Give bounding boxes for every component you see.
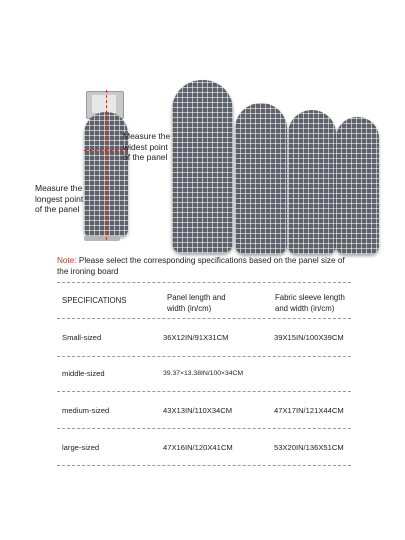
row-panel: 43X13IN/110X34CM [163,406,233,415]
table-rule [57,391,351,392]
row-size: large-sized [62,443,100,452]
note-text: Please select the corresponding specifications based on the panel size of the ironing board [57,256,345,276]
table-rule [57,465,351,466]
header-specifications: SPECIFICATIONS [62,296,127,305]
row-size: medium-sized [62,406,110,415]
table-rule [57,428,351,429]
stand-base [84,236,120,241]
header-panel-size: Panel length and width (in/cm) [167,293,226,313]
cover-small [336,117,379,254]
row-panel: 39.37×13.38IN/100×34CM [163,370,244,377]
row-panel: 47X16IN/120X41CM [163,443,233,452]
row-size: middle-sized [62,369,105,378]
row-sleeve: 53X20IN/136X51CM [274,443,344,452]
row-sleeve: 47X17IN/121X44CM [274,406,344,415]
cover-medium [235,103,287,254]
iron-rest-inner [92,95,116,113]
row-size: Small-sized [62,333,102,342]
row-panel: 36X12IN/91X31CM [163,333,229,342]
table-rule [57,282,351,283]
table-rule [57,356,351,357]
cover-middle [288,110,336,254]
header-sleeve-size: Fabric sleeve length and width (in/cm) [275,293,345,313]
length-measure-line [106,90,107,240]
widest-point-label: Measure the widest point of the panel [123,131,171,162]
table-rule [57,318,351,319]
size-note [57,255,357,277]
row-sleeve: 39X15IN/100X39CM [274,333,344,342]
cover-large [172,80,233,253]
longest-point-label: Measure the longest point of the panel [35,183,84,214]
note-prefix: Note: [57,256,77,265]
